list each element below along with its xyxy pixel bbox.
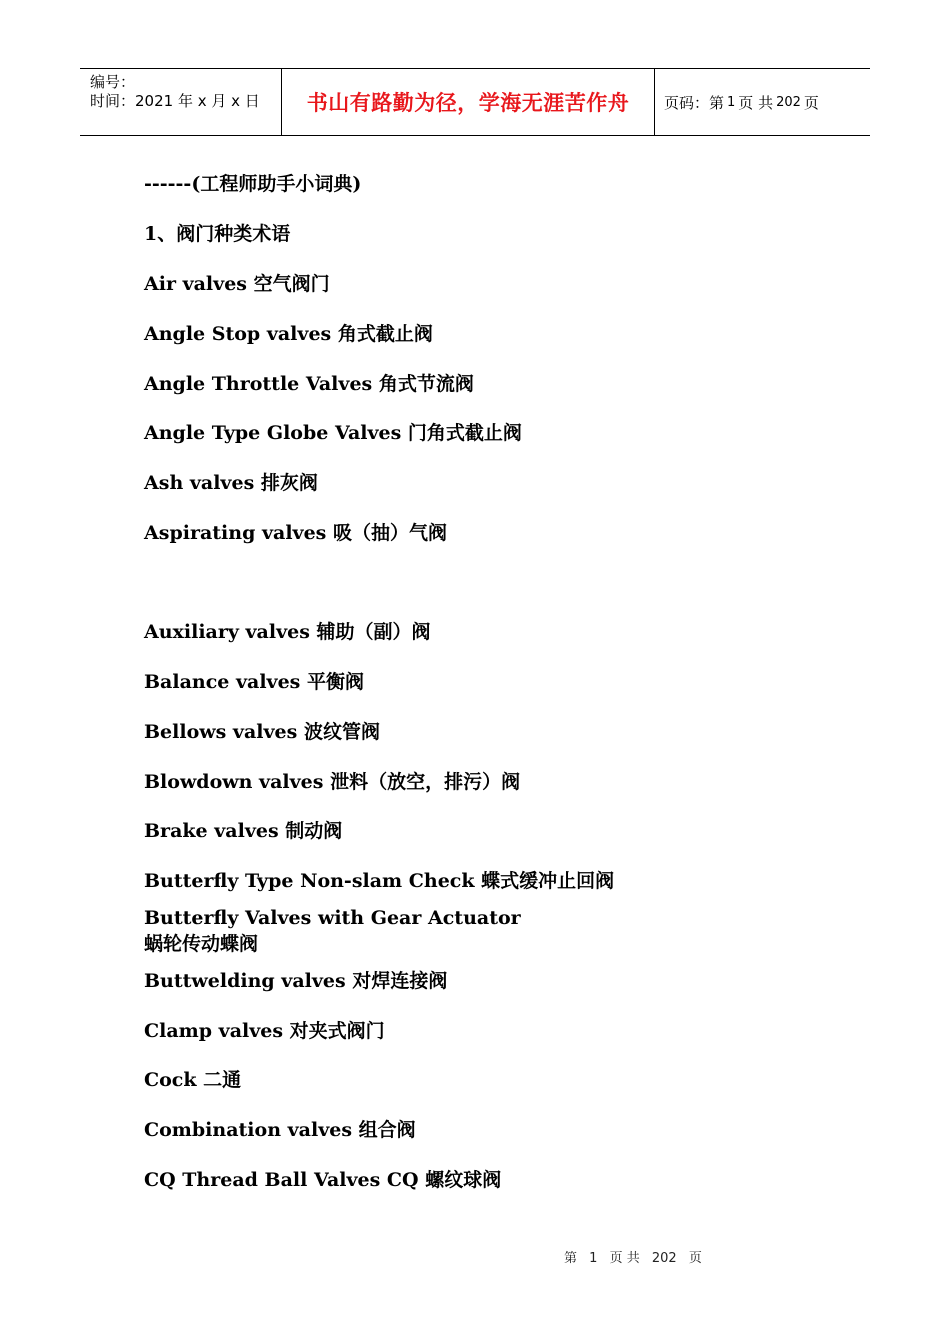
- section-heading: 1、阀门种类术语: [144, 223, 291, 245]
- footer-suffix: 页: [688, 1251, 702, 1266]
- document-header: [80, 68, 870, 136]
- list-item: Angle Throttle Valves 角式节流阀: [144, 373, 474, 395]
- page-label-mid: 页 共: [738, 93, 774, 112]
- date-label: 时间：2021 年 x 月 x 日: [90, 92, 260, 110]
- list-item: Bellows valves 波纹管阀: [144, 721, 380, 743]
- footer-current-page: 1: [589, 1251, 598, 1266]
- page-label-suffix: 页: [803, 93, 819, 112]
- list-item: Brake valves 制动阀: [144, 820, 343, 842]
- list-item: Aspirating valves 吸（抽）气阀: [144, 522, 447, 544]
- footer-total-pages: 202: [651, 1251, 677, 1266]
- list-item: CQ Thread Ball Valves CQ 螺纹球阀: [144, 1169, 502, 1191]
- glossary-title: ------(工程师助手小词典): [144, 173, 362, 195]
- list-item: Blowdown valves 泄料（放空，排污）阀: [144, 771, 521, 793]
- list-item: Buttwelding valves 对焊连接阀: [144, 970, 448, 992]
- list-item: Balance valves 平衡阀: [144, 671, 365, 693]
- code-label: 编号：: [90, 73, 136, 91]
- list-item: Cock 二通: [144, 1069, 242, 1091]
- footer-prefix: 第: [564, 1251, 578, 1266]
- list-item: Angle Stop valves 角式截止阀: [144, 323, 433, 345]
- list-item: Auxiliary valves 辅助（副）阀: [144, 621, 431, 643]
- list-item: Butterfly Valves with Gear Actuator: [144, 907, 521, 929]
- list-item: Butterfly Type Non-slam Check 蝶式缓冲止回阀: [144, 870, 615, 892]
- page-current: 1: [727, 94, 736, 110]
- list-item: Ash valves 排灰阀: [144, 472, 318, 494]
- list-item: Air valves 空气阀门: [144, 273, 330, 295]
- header-meta: [80, 69, 281, 135]
- header-motto: 书山有路勤为径，学海无涯苦作舟: [281, 69, 655, 135]
- list-item: Angle Type Globe Valves 门角式截止阀: [144, 422, 522, 444]
- list-item: Clamp valves 对夹式阀门: [144, 1020, 385, 1042]
- page-footer: [564, 1247, 710, 1266]
- page-total: 202: [776, 94, 801, 110]
- footer-mid: 页 共: [609, 1251, 640, 1266]
- header-page-info: [655, 69, 870, 135]
- list-item-translation: 蜗轮传动蝶阀: [144, 933, 259, 955]
- page-label-prefix: 页码：第: [664, 93, 725, 112]
- list-item: Combination valves 组合阀: [144, 1119, 416, 1141]
